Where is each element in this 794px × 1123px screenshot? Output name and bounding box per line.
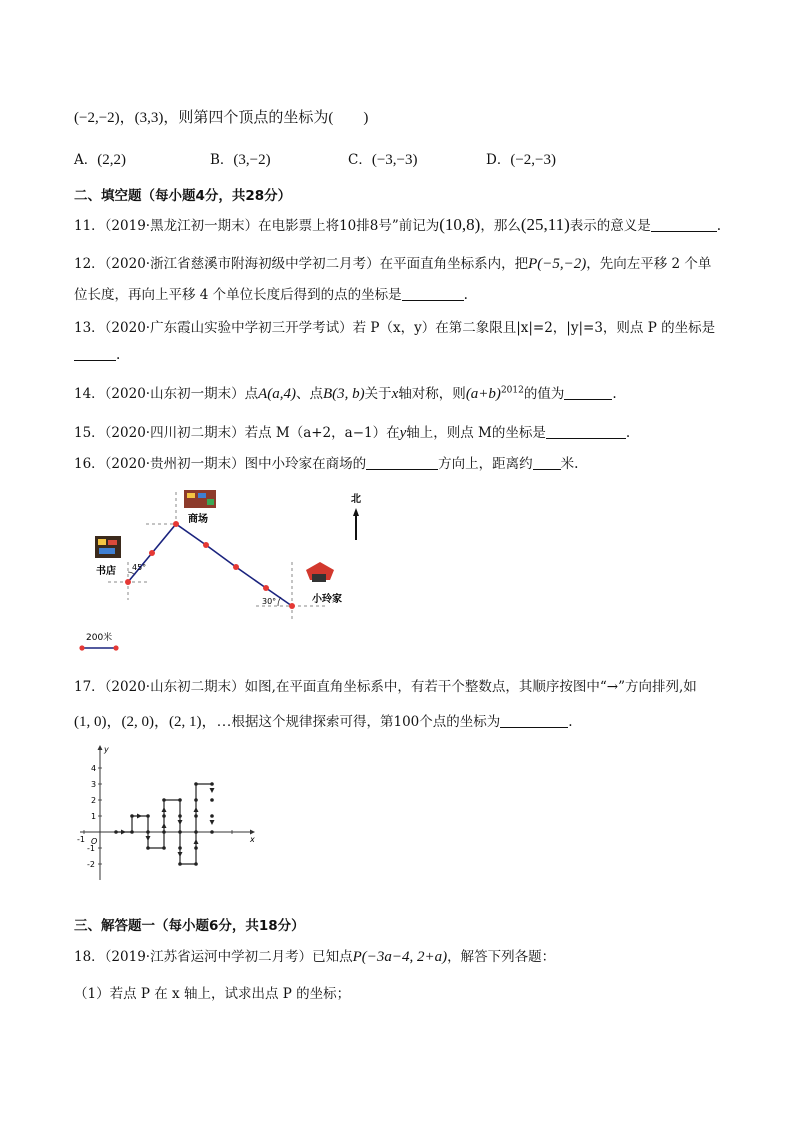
lattice-point — [194, 846, 198, 850]
answer-blank — [546, 424, 626, 439]
q17-coordinate-graph — [74, 740, 264, 885]
q10-stem — [74, 106, 368, 127]
lattice-point — [130, 814, 134, 818]
label-home: 小玲家 — [312, 594, 342, 605]
lattice-point — [178, 830, 182, 834]
label-angle-45: 45° — [132, 563, 147, 572]
lattice-point — [178, 814, 182, 818]
lattice-point — [194, 798, 198, 802]
section-3-title: 三、解答题一（每小题6分，共18分） — [74, 918, 305, 934]
lattice-point — [210, 798, 214, 802]
arrow-down-icon — [210, 788, 215, 793]
origin-label: O — [91, 837, 98, 846]
x-axis-label: x — [250, 835, 255, 844]
lattice-point — [178, 798, 182, 802]
arrow-up-icon — [162, 823, 167, 828]
y-tick-2: 2 — [91, 796, 97, 805]
label-bookstore: 书店 — [96, 566, 116, 577]
y-tick-neg2: -2 — [87, 860, 95, 869]
bookstore-icon — [95, 536, 121, 558]
lattice-point — [178, 862, 182, 866]
q10-option-c: C．(−3,−3) — [348, 152, 418, 168]
question-18-part-1: （1）若点 P 在 x 轴上，试求出点 P 的坐标； — [74, 986, 351, 1002]
q10-option-b: B．(3,−2) — [210, 152, 271, 168]
direction-arrows — [121, 788, 215, 857]
label-north: 北 — [351, 494, 361, 505]
lattice-point — [162, 814, 166, 818]
guide-lines — [108, 492, 328, 622]
lattice-point — [146, 830, 150, 834]
answer-blank — [651, 217, 717, 232]
question-16: 16．（2020·贵州初一期末）图中小玲家在商场的 方向上，距离约 米. — [74, 456, 579, 472]
answer-blank — [500, 713, 568, 728]
y-tick-3: 3 — [91, 780, 97, 789]
question-11: 11．（2019·黑龙江初一期末）在电影票上将10排8号”前记为(10,8)，那么(25,11)表示的意义是 . — [74, 215, 722, 234]
lattice-point — [146, 814, 150, 818]
q10-option-d: D．(−2,−3) — [486, 152, 556, 168]
route-point — [263, 585, 269, 591]
mall-icon — [184, 490, 216, 508]
question-13-line-2: . — [74, 346, 120, 363]
question-18: 18．（2019·江苏省运河中学初二月考）已知点P(−3a−4, 2+a)，解答下列各题： — [74, 949, 556, 965]
point-bookstore — [125, 579, 131, 585]
lattice-point — [162, 830, 166, 834]
lattice-point — [210, 830, 214, 834]
arrow-down-icon — [210, 820, 215, 825]
lattice-point — [162, 798, 166, 802]
question-17: 17．（2020·山东初二期末）如图,在平面直角坐标系中，有若干个整数点，其顺序按图中“→”方向排列,如 — [74, 679, 697, 695]
y-tick-neg1: -1 — [87, 844, 95, 853]
x-tick-neg1: -1 — [77, 835, 85, 844]
question-12: 12．（2020·浙江省慈溪市附海初级中学初二月考）在平面直角坐标系内，把P(−5,−2)，先向左平移 2 个单 — [74, 256, 712, 272]
route-points — [125, 521, 295, 609]
point-home — [289, 603, 295, 609]
north-arrow-icon — [353, 508, 359, 540]
lattice-point — [194, 782, 198, 786]
route-point — [203, 542, 209, 548]
label-scale: 200米 — [86, 633, 113, 643]
lattice-point — [162, 846, 166, 850]
lattice-point — [210, 782, 214, 786]
arrow-right-icon — [137, 814, 142, 819]
arrow-down-icon — [146, 836, 151, 841]
arrow-right-icon — [121, 830, 126, 835]
scale-end-icon — [79, 645, 84, 650]
x-axis-arrow-icon — [250, 830, 255, 835]
answer-blank — [402, 286, 464, 301]
lattice-point — [114, 830, 118, 834]
route-point — [149, 550, 155, 556]
route-point — [233, 564, 239, 570]
label-mall: 商场 — [188, 514, 208, 525]
question-14: 14．（2020·山东初一期末）点A(a,4)、点B(3, b)关于x轴对称，则$(a+b)^{2012}$的值为 . — [74, 385, 617, 402]
lattice-point — [178, 846, 182, 850]
arrow-down-icon — [178, 852, 183, 857]
answer-blank — [564, 385, 612, 400]
answer-blank — [533, 455, 561, 470]
lattice-point — [194, 862, 198, 866]
y-axis-arrow-icon — [98, 745, 103, 750]
arrow-up-icon — [194, 839, 199, 844]
scale-end-icon — [113, 645, 118, 650]
arrow-down-icon — [178, 820, 183, 825]
lattice-point — [146, 846, 150, 850]
label-angle-30: 30° — [262, 597, 277, 606]
q10-option-a: A．(2,2) — [74, 152, 126, 168]
lattice-point — [210, 814, 214, 818]
home-icon — [306, 562, 334, 582]
question-17-line-2: (1, 0)，(2, 0)，(2, 1)，…根据这个规律探索可得，第100个点的坐标为 . — [74, 714, 573, 730]
question-12-line-2: 位长度，再向上平移 4 个单位长度后得到的点的坐标是 . — [74, 287, 468, 303]
answer-blank — [366, 455, 438, 470]
question-13: 13．（2020·广东霞山实验中学初三开学考试）若 P（x，y）在第二象限且|x|=2，|y|=3，则点 P 的坐标是 — [74, 320, 716, 336]
y-axis-label: y — [104, 745, 109, 754]
lattice-point — [194, 814, 198, 818]
q16-map-figure — [74, 484, 374, 654]
point-mall — [173, 521, 179, 527]
route-path — [128, 524, 292, 606]
y-tick-4: 4 — [91, 764, 97, 773]
question-15: 15．（2020·四川初二期末）若点 M（a+2，a−1）在y轴上，则点 M的坐标是 . — [74, 425, 631, 441]
y-tick-1: 1 — [91, 812, 97, 821]
answer-blank — [74, 346, 116, 361]
lattice-point — [194, 830, 198, 834]
arrow-up-icon — [162, 807, 167, 812]
arrow-up-icon — [194, 807, 199, 812]
lattice-point — [130, 830, 134, 834]
q10-stem-text: (−2,−2)，(3,3)，则第四个顶点的坐标为( ) — [74, 110, 369, 126]
tick-marks — [84, 768, 232, 864]
section-2-title: 二、填空题（每小题4分，共28分） — [74, 188, 292, 204]
